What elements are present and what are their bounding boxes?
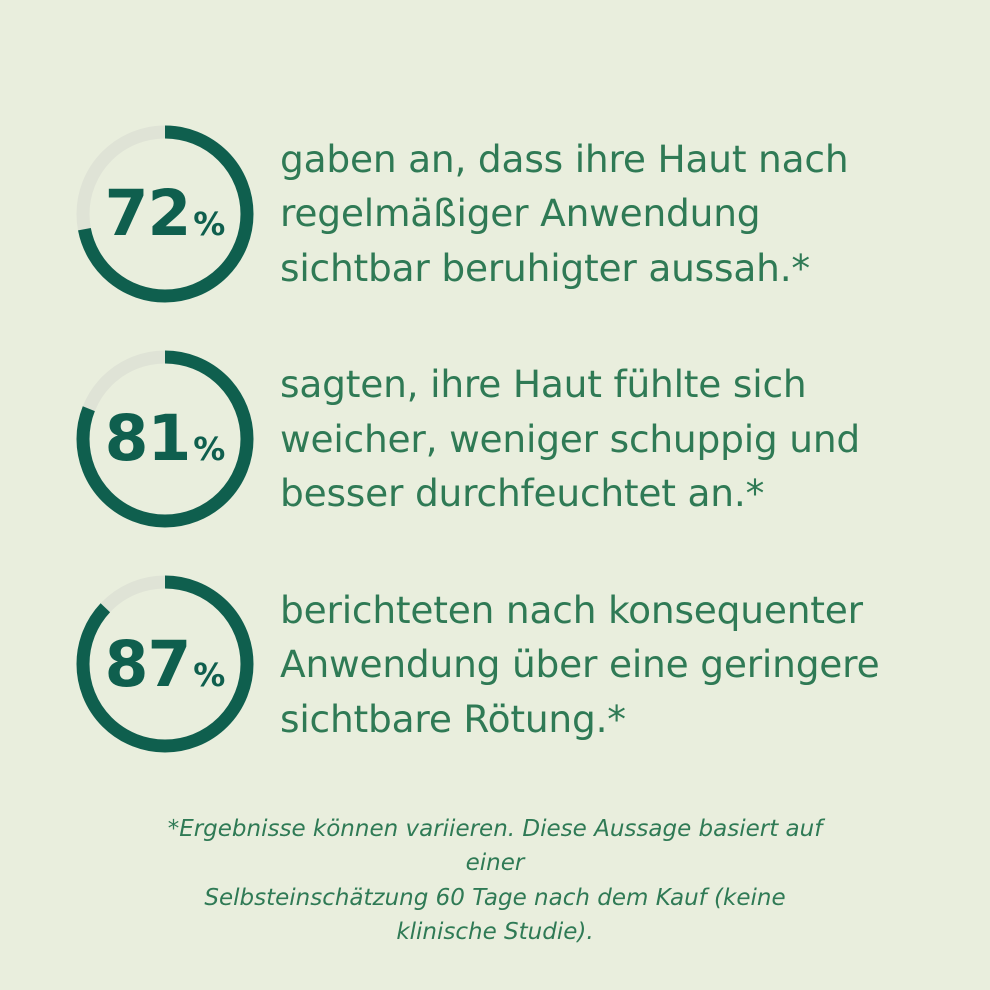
donut-value: 87 (104, 627, 191, 701)
donut-chart-81 (70, 344, 260, 534)
footnote-line-2: Selbsteinschätzung 60 Tage nach dem Kauf (keine klinische Studie). (204, 884, 786, 946)
donut-label (104, 627, 226, 701)
stat-row (70, 343, 920, 534)
donut-value: 81 (104, 402, 191, 476)
donut-chart-72 (70, 119, 260, 309)
percent-symbol: % (193, 205, 226, 244)
donut-label (104, 402, 226, 476)
footnote (70, 812, 920, 950)
stat-row (70, 118, 920, 309)
donut-label (104, 177, 226, 251)
donut-chart-87 (70, 569, 260, 759)
donut-value: 72 (104, 177, 191, 251)
percent-symbol: % (193, 655, 226, 694)
footnote-line-1: *Ergebnisse können variieren. Diese Aussage basiert auf einer (167, 815, 823, 877)
stat-description: berichteten nach konsequenter Anwendung über eine geringere sichtbare Rötung.* (280, 587, 880, 741)
stat-description: gaben an, dass ihre Haut nach regelmäßiger Anwendung sichtbar beruhigter aussah.* (280, 137, 849, 290)
stat-description: sagten, ihre Haut fühlte sich weicher, weniger schuppig und besser durchfeuchtet an.* (280, 362, 860, 516)
stat-row (70, 569, 920, 760)
percent-symbol: % (193, 430, 226, 469)
